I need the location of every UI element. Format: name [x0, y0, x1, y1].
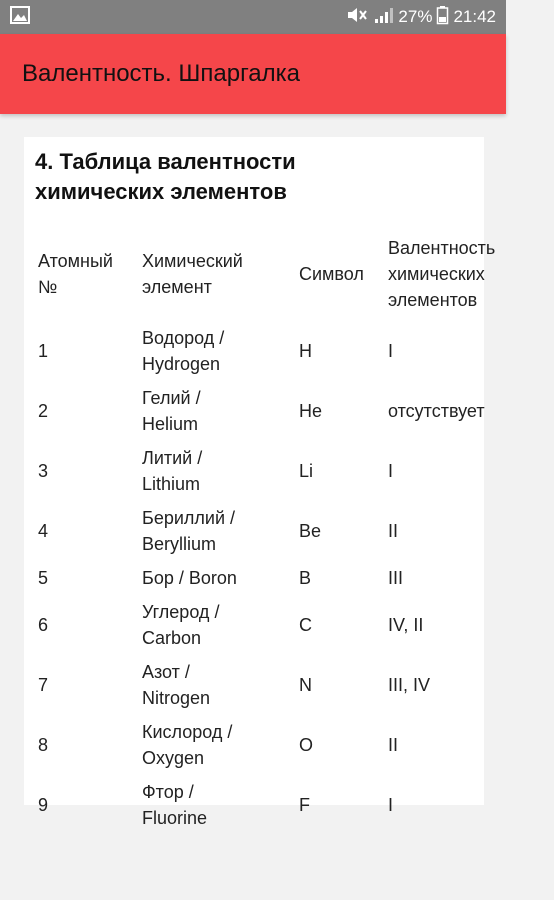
header-atomic-number-line-2: №	[38, 277, 58, 297]
header-atomic-number	[34, 235, 138, 321]
section-title	[35, 147, 475, 207]
cell-number: 5	[38, 568, 49, 588]
cell-element-ru: Гелий /	[142, 388, 201, 408]
cell-symbol: N	[299, 675, 312, 695]
cell-valence: отсутствует	[388, 401, 485, 421]
cell-symbol: O	[299, 735, 314, 755]
table-row	[34, 321, 554, 381]
cell-element-en: Carbon	[142, 628, 202, 648]
image-icon	[10, 6, 30, 29]
cell-element-en: Beryllium	[142, 534, 217, 554]
header-element-line-2: элемент	[142, 277, 212, 297]
app-bar	[0, 34, 506, 114]
cell-element	[138, 595, 295, 655]
header-valence-line-3: элементов	[388, 290, 478, 310]
table-row	[34, 595, 554, 655]
header-valence-line-1: Валентность	[388, 238, 496, 258]
header-element-line-1: Химический	[142, 251, 243, 271]
cell-number: 1	[38, 341, 49, 361]
cell-symbol: C	[299, 615, 312, 635]
section-title-line-2: химических элементов	[35, 179, 287, 204]
cell-number: 8	[38, 735, 49, 755]
header-symbol	[295, 235, 384, 321]
table-row	[34, 655, 554, 715]
cell-symbol: F	[299, 795, 310, 815]
cell-element-ru: Кислород /	[142, 722, 233, 742]
cell-number: 3	[38, 461, 49, 481]
cell-element-en: Helium	[142, 414, 199, 434]
cell-symbol: H	[299, 341, 312, 361]
cell-symbol: B	[299, 568, 312, 588]
cell-valence: III, IV	[388, 675, 431, 695]
cell-element	[138, 381, 295, 441]
cell-element	[138, 501, 295, 561]
cell-element-en: Nitrogen	[142, 688, 211, 708]
valence-table	[34, 235, 554, 835]
table-row	[34, 561, 554, 595]
table-row	[34, 381, 554, 441]
signal-icon	[373, 6, 393, 29]
cell-valence: II	[388, 521, 399, 541]
content-card[interactable]	[24, 137, 496, 828]
cell-valence: III	[388, 568, 404, 588]
header-valence-line-2: химических	[388, 264, 485, 284]
cell-valence: IV, II	[388, 615, 424, 635]
cell-valence: I	[388, 461, 394, 481]
cell-symbol: Be	[299, 521, 322, 541]
cell-element	[138, 441, 295, 501]
cell-element-en: Hydrogen	[142, 354, 221, 374]
table-row	[34, 715, 554, 775]
cell-number: 2	[38, 401, 49, 421]
table-header-row	[34, 235, 554, 321]
header-atomic-number-line-1: Атомный	[38, 251, 113, 271]
battery-icon	[437, 6, 448, 29]
table-row	[34, 775, 554, 835]
header-valence	[384, 235, 554, 321]
cell-symbol: He	[299, 401, 323, 421]
header-symbol-line-1: Символ	[299, 264, 364, 284]
cell-number: 7	[38, 675, 49, 695]
clock: 21:42	[453, 7, 496, 26]
header-element	[138, 235, 295, 321]
cell-number: 4	[38, 521, 49, 541]
mute-icon	[346, 6, 368, 29]
status-left	[10, 6, 30, 29]
app-title: Валентность. Шпаргалка	[22, 60, 301, 87]
status-bar	[0, 0, 506, 34]
status-right	[346, 6, 496, 29]
cell-valence: II	[388, 735, 399, 755]
section-title-line-1: 4. Таблица валентности	[35, 149, 296, 174]
cell-element-en: Fluorine	[142, 808, 208, 828]
cell-valence: I	[388, 795, 394, 815]
cell-number: 6	[38, 615, 49, 635]
cell-element	[138, 715, 295, 775]
cell-element-ru: Бериллий /	[142, 508, 236, 528]
cell-symbol: Li	[299, 461, 314, 481]
cell-element-ru: Бор / Boron	[142, 568, 237, 588]
cell-element-en: Lithium	[142, 474, 201, 494]
cell-element-ru: Азот /	[142, 662, 190, 682]
cell-element-ru: Фтор /	[142, 782, 194, 802]
cell-element-ru: Литий /	[142, 448, 203, 468]
table-row	[34, 441, 554, 501]
cell-element	[138, 561, 295, 595]
cell-valence: I	[388, 341, 394, 361]
cell-element-ru: Углерод /	[142, 602, 220, 622]
cell-element-ru: Водород /	[142, 328, 225, 348]
cell-element	[138, 775, 295, 835]
table-row	[34, 501, 554, 561]
cell-number: 9	[38, 795, 49, 815]
battery-percent: 27%	[398, 7, 433, 26]
cell-element-en: Oxygen	[142, 748, 205, 768]
cell-element	[138, 321, 295, 381]
cell-element	[138, 655, 295, 715]
